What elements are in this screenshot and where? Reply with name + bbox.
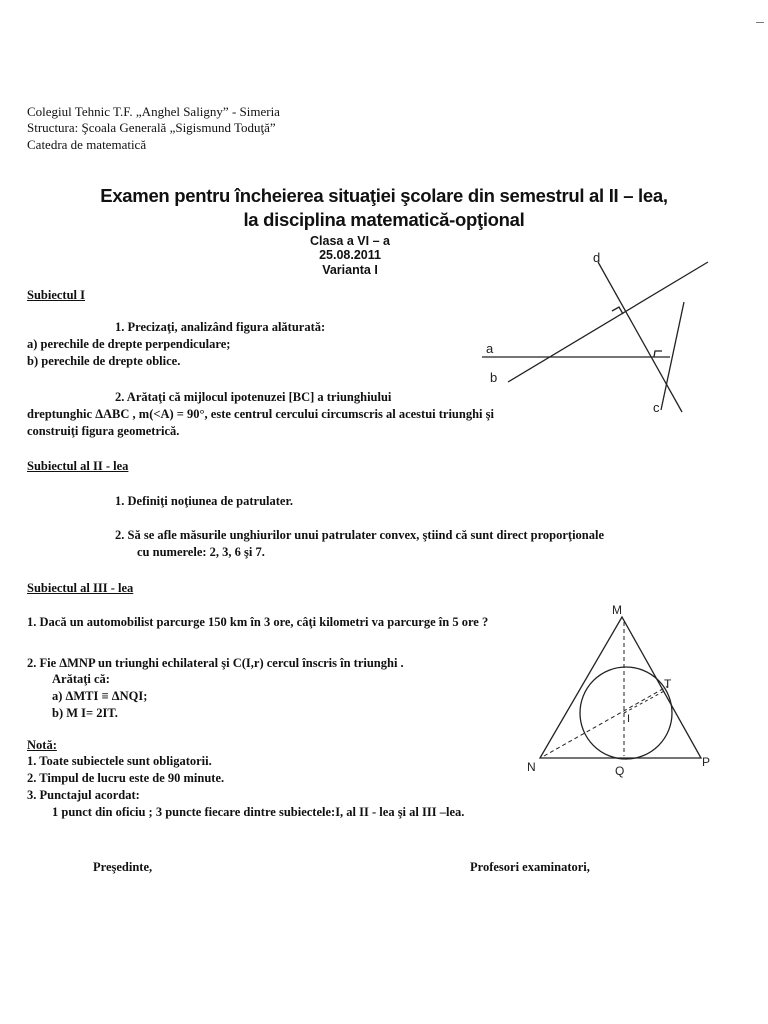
line-b xyxy=(508,262,708,382)
note-item-2: 2. Timpul de lucru este de 90 minute. xyxy=(27,771,225,785)
right-angle-mark-ac xyxy=(654,351,662,357)
section-heading-1: Subiectul I xyxy=(27,288,86,302)
s3-question-1: 1. Dacă un automobilist parcurge 150 km în 3 ore, câţi kilometri va parcurge în 5 ore ? xyxy=(27,615,489,629)
s3-question-2b: b) M I= 2IT. xyxy=(52,706,118,720)
triangle-mnp xyxy=(540,617,701,758)
s2-question-1: 1. Definiţi noţiunea de patrulater. xyxy=(115,494,294,508)
s3-question-2a: a) ΔMTI ≡ ΔNQI; xyxy=(52,689,148,703)
segment-nt xyxy=(544,686,668,756)
note-heading: Notă: xyxy=(27,738,57,752)
label-b: b xyxy=(490,370,498,385)
note-item-3: 3. Punctajul acordat: xyxy=(27,788,140,802)
s1-question-2-line1: 2. Arătaţi că mijlocul ipotenuzei [BC] a triunghiului xyxy=(115,390,392,404)
label-c: c xyxy=(653,400,660,415)
label-a: a xyxy=(486,341,494,356)
label-d: d xyxy=(593,250,601,265)
label-n: N xyxy=(527,760,536,774)
section-heading-3: Subiectul al III - lea xyxy=(27,581,134,595)
label-i: I xyxy=(627,713,631,725)
s2-question-2-line1: 2. Să se afle măsurile unghiurilor unui patrulater convex, ştiind că sunt direct proporţionale xyxy=(115,528,605,542)
note-item-3-detail: 1 punct din oficiu ; 3 puncte fiecare dintre subiectele:I, al II - lea şi al III –lea. xyxy=(52,805,465,819)
exam-title-line2: la disciplina matematică-opţional xyxy=(243,209,525,230)
s2-question-2-line2: cu numerele: 2, 3, 6 şi 7. xyxy=(137,545,265,559)
section-heading-2: Subiectul al II - lea xyxy=(27,459,129,473)
header-structure: Structura: Şcoala Generală „Sigismund Toduţă” xyxy=(27,120,276,135)
header-school: Colegiul Tehnic T.F. „Anghel Saligny” - Simeria xyxy=(27,104,280,119)
triangle-figure xyxy=(540,617,701,759)
variant-label: Varianta I xyxy=(322,263,378,277)
edge-mark xyxy=(756,22,764,23)
line-d xyxy=(598,262,682,412)
signature-president: Preşedinte, xyxy=(93,860,153,874)
s1-question-1a: a) perechile de drepte perpendiculare; xyxy=(27,337,231,351)
class-label: Clasa a VI – a xyxy=(310,234,390,248)
label-m: M xyxy=(612,603,622,617)
s3-question-2-ask: Arătaţi că: xyxy=(52,672,110,686)
incircle xyxy=(580,667,672,759)
segment-it xyxy=(624,690,666,713)
exam-title-line1: Examen pentru încheierea situaţiei şcolare din semestrul al II – lea, xyxy=(100,185,668,206)
label-t: T xyxy=(664,677,672,691)
header-department: Catedra de matematică xyxy=(27,137,147,152)
s3-question-2: 2. Fie ΔMNP un triunghi echilateral şi C(I,r) cercul înscris în triunghi . xyxy=(27,656,404,670)
label-p: P xyxy=(702,755,711,769)
s1-question-2-line3: construiţi figura geometrică. xyxy=(27,424,180,438)
signature-examiners: Profesori examinatori, xyxy=(470,860,590,874)
s1-question-2-line2: dreptunghic ΔABC , m(<A) = 90°, este centrul cercului circumscris al acestui triunghi şi xyxy=(27,407,494,421)
s1-question-1: 1. Precizaţi, analizând figura alăturată: xyxy=(115,320,326,334)
line-c xyxy=(661,302,684,410)
label-q: Q xyxy=(615,764,625,778)
s1-question-1b: b) perechile de drepte oblice. xyxy=(27,354,181,368)
right-angle-mark-db xyxy=(612,307,623,314)
exam-date: 25.08.2011 xyxy=(319,248,381,262)
note-item-1: 1. Toate subiectele sunt obligatorii. xyxy=(27,754,212,768)
